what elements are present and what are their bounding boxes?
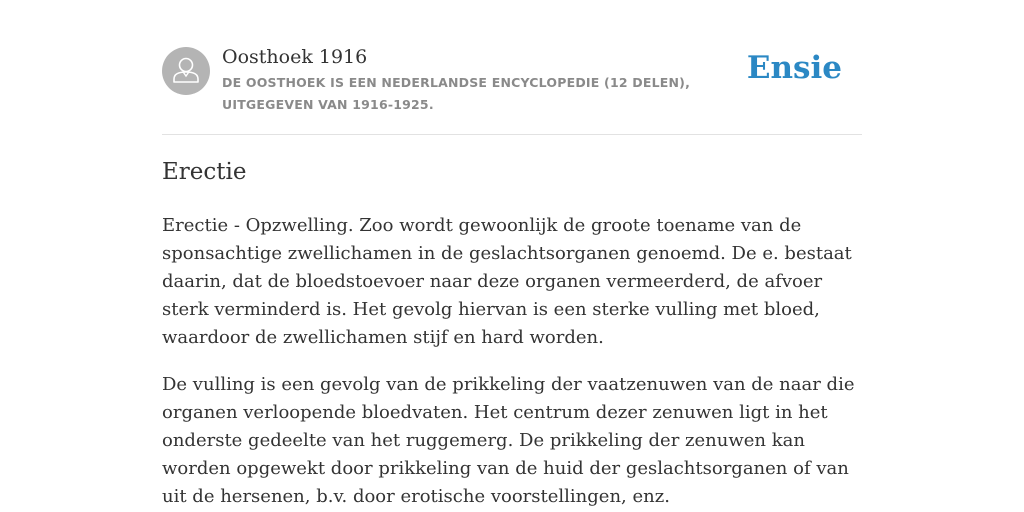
source-header: [162, 0, 862, 135]
page-container: [162, 0, 862, 507]
user-icon[interactable]: [162, 47, 210, 95]
ensie-logo[interactable]: Ensie: [746, 50, 842, 86]
article-paragraph: Erectie - Opzwelling. Zoo wordt gewoonlijk de groote toename van de sponsachtige zwellichamen in de geslachtsorganen genoemd. De e. bestaat daarin, dat de bloedstoevoer naar deze organen vermeerderd, de afvoer sterk verminderd is. Het gevolg hiervan is een sterke vulling met bloed, waardoor de zwellichamen stijf en hard worden.: [162, 215, 852, 348]
article-title: Erectie: [162, 159, 247, 185]
source-description: DE OOSTHOEK IS EEN NEDERLANDSE ENCYCLOPEDIE (12 DELEN), UITGEGEVEN VAN 1916-1925.: [222, 75, 691, 112]
source-name[interactable]: Oosthoek 1916: [222, 46, 368, 68]
article-paragraph: De vulling is een gevolg van de prikkeling der vaatzenuwen van de naar die organen verloopende bloedvaten. Het centrum dezer zenuwen ligt in het onderste gedeelte van het ruggemerg. De prikkeling der zenuwen kan worden opgewekt door prikkeling van de huid der geslachtsorganen of van uit de hersenen, b.v. door erotische voorstellingen, enz.: [162, 374, 855, 507]
